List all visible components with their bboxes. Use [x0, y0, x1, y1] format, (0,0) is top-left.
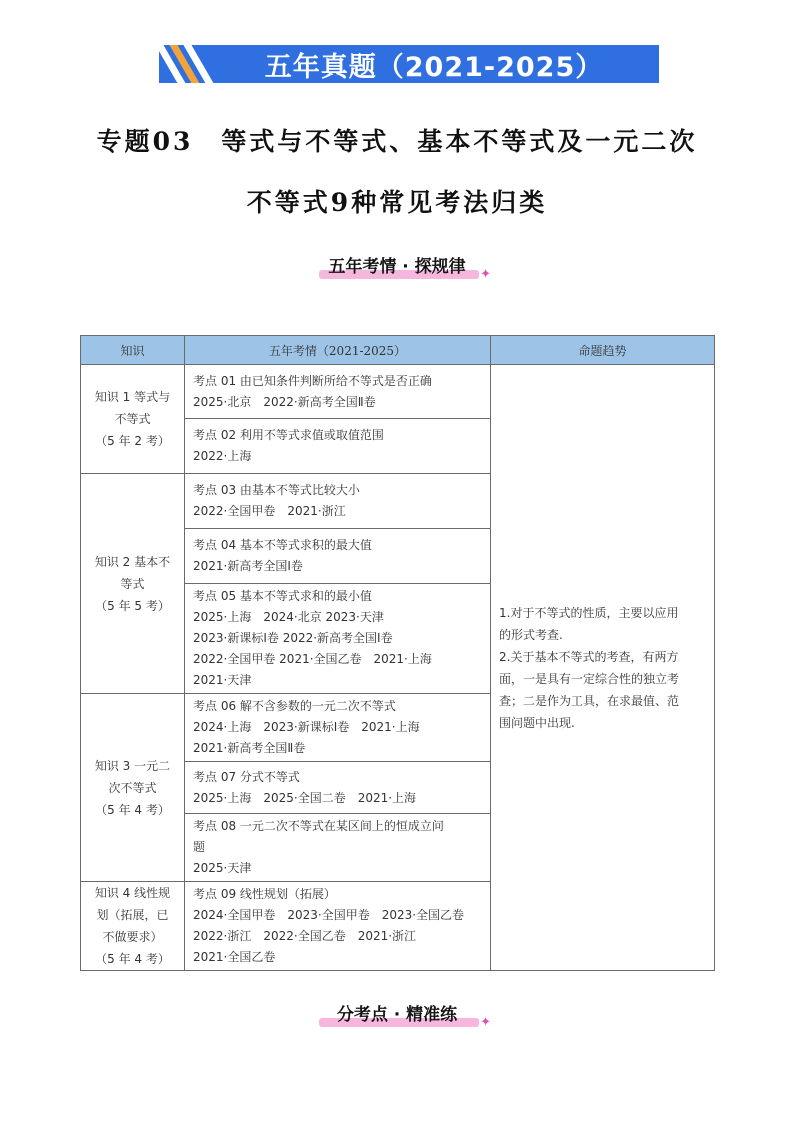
table-header-row — [81, 336, 715, 365]
exam-point-02: 考点 02 利用不等式求值或取值范围 2022·上海 — [185, 419, 491, 474]
banner-text: 五年真题（2021-2025） — [264, 51, 604, 83]
exam-point-06: 考点 06 解不含参数的一元二次不等式 2024·上海 2023·新课标Ⅰ卷 2021·上海 2021·新高考全国Ⅱ卷 — [185, 694, 491, 762]
exam-point-05: 考点 05 基本不等式求和的最小值 2025·上海 2024·北京 2023·天津 2023·新课标Ⅰ卷 2022·新高考全国Ⅰ卷 2022·全国甲卷 2021·全国乙卷 2021·上海 2021·天津 — [185, 584, 491, 694]
document-title-line-1: 专题03 等式与不等式、基本不等式及一元二次 — [96, 127, 698, 156]
exam-overview-table — [80, 335, 715, 971]
header-exam-years: 五年考情（2021-2025） — [185, 336, 491, 365]
section-heading-overview — [297, 252, 497, 284]
trend-cell: 1.对于不等式的性质，主要以应用 的形式考查. 2.关于基本不等式的考查，有两方 面，一是具有一定综合性的独立考 查；二是作为工具，在求最值、范 围问题中出现. — [491, 365, 715, 971]
exam-point-03: 考点 03 由基本不等式比较大小 2022·全国甲卷 2021·浙江 — [185, 474, 491, 529]
table-row — [81, 365, 715, 419]
knowledge-cell-1: 知识 1 等式与 不等式 （5 年 2 考） — [81, 365, 185, 474]
knowledge-cell-2: 知识 2 基本不 等式 （5 年 5 考） — [81, 474, 185, 694]
header-knowledge: 知识 — [81, 336, 185, 365]
exam-point-08: 考点 08 一元二次不等式在某区间上的恒成立问 题 2025·天津 — [185, 814, 491, 882]
title-banner — [159, 45, 659, 83]
exam-point-09: 考点 09 线性规划（拓展） 2024·全国甲卷 2023·全国甲卷 2023·全国乙卷 2022·浙江 2022·全国乙卷 2021·浙江 2021·全国乙卷 — [185, 882, 491, 971]
knowledge-cell-4: 知识 4 线性规 划（拓展，已 不做要求） （5 年 4 考） — [81, 882, 185, 971]
exam-point-01: 考点 01 由已知条件判断所给不等式是否正确 2025·北京 2022·新高考全国Ⅱ卷 — [185, 365, 491, 419]
exam-point-07: 考点 07 分式不等式 2025·上海 2025·全国二卷 2021·上海 — [185, 762, 491, 814]
knowledge-cell-3: 知识 3 一元二 次不等式 （5 年 4 考） — [81, 694, 185, 882]
section-heading-label: 分考点 · 精准练 — [336, 1005, 458, 1025]
sparkle-icon: ✦ — [480, 1015, 491, 1030]
section-heading-label: 五年考情 · 探规律 — [328, 257, 466, 277]
document-title-line-2: 不等式9种常见考法归类 — [246, 188, 548, 217]
exam-point-04: 考点 04 基本不等式求积的最大值 2021·新高考全国Ⅰ卷 — [185, 529, 491, 584]
section-heading-practice — [297, 1000, 497, 1032]
header-trend: 命题趋势 — [491, 336, 715, 365]
sparkle-icon: ✦ — [480, 267, 491, 282]
